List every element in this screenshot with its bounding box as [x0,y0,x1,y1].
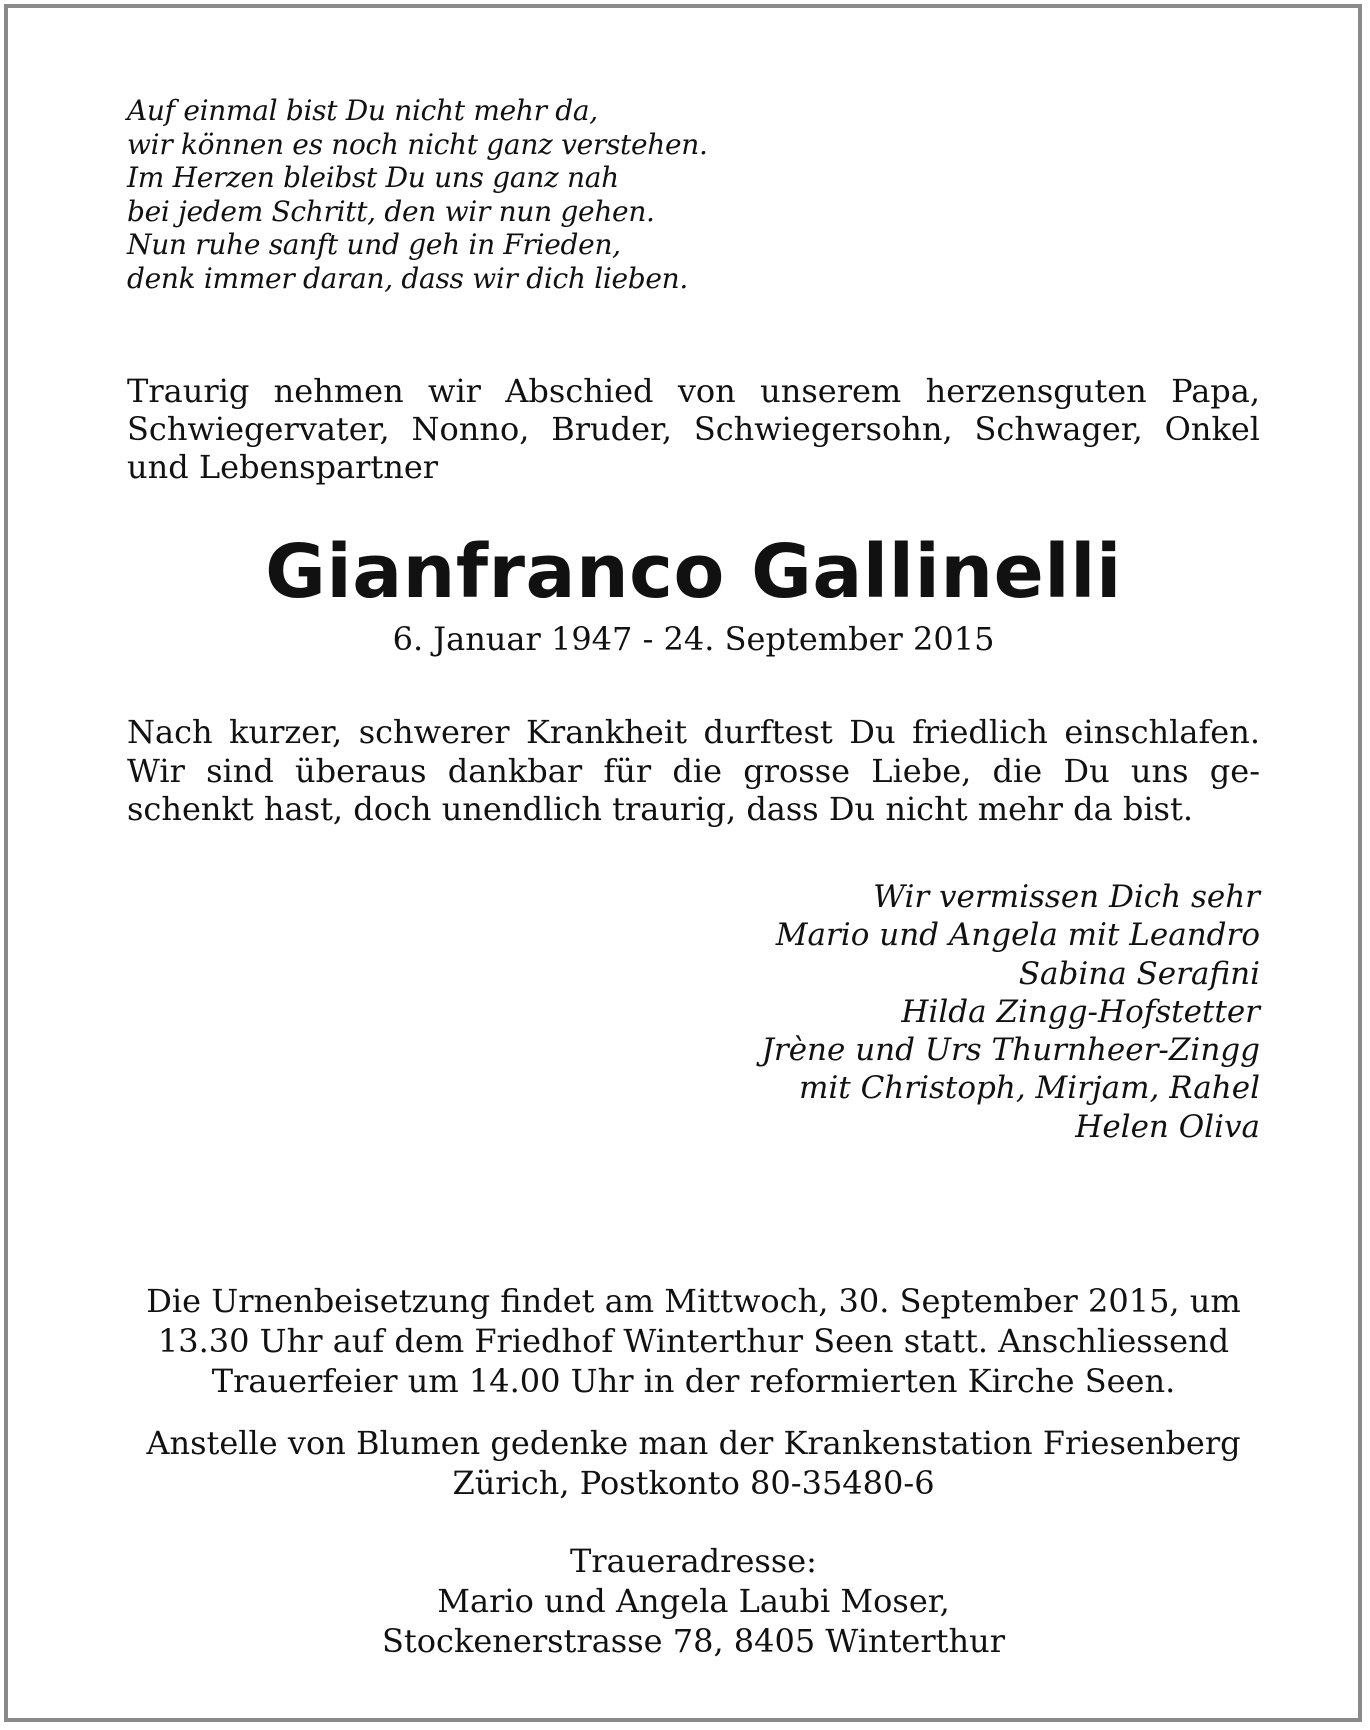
intro-line: Traurig nehmen wir Abschied von unserem herzensguten Papa, [127,372,1260,410]
address-line: Stockenerstrasse 78, 8405 Winterthur [381,1622,1006,1660]
signature-line: mit Christoph, Mirjam, Rahel [798,1070,1260,1107]
poem-line: Auf einmal bist Du nicht mehr da, [127,94,598,127]
poem-line: bei jedem Schritt, den wir nun gehen. [127,194,655,228]
ceremony-line: Trauerfeier um 14.00 Uhr in der reformierten Kirche Seen. [211,1362,1176,1400]
signatures [127,878,1260,1146]
address-line: Mario und Angela Laubi Moser, [437,1582,950,1620]
poem-line: wir können es noch nicht ganz verstehen. [127,127,708,161]
donation-line: Anstelle von Blumen gedenke man der Krankenstation Friesenberg [146,1424,1241,1462]
signature-line: Helen Oliva [1075,1108,1260,1145]
intro-line: und Lebenspartner [127,448,439,486]
intro-paragraph [127,372,1260,486]
ceremony-line: 13.30 Uhr auf dem Friedhof Winterthur Seen statt. Anschliessend [157,1322,1230,1360]
poem [127,94,927,295]
body-line: Wir sind überaus dankbar für die grosse Liebe, die Du uns ge- [127,751,1260,790]
donation-line: Zürich, Postkonto 80-35480-6 [452,1464,935,1502]
address-label: Traueradresse: [570,1542,817,1580]
signature-line: Wir vermissen Dich sehr [873,879,1260,915]
donation-info [117,1423,1270,1503]
intro-line: Schwiegervater, Nonno, Bruder, Schwiegersohn, Schwager, Onkel [127,410,1260,448]
body-line: schenkt hast, doch unendlich traurig, dass Du nicht mehr da bist. [127,790,1193,828]
life-dates: 6. Januar 1947 - 24. September 2015 [392,620,995,658]
signature-line: Mario und Angela mit Leandro [775,917,1260,954]
body-paragraph [127,713,1260,829]
mourning-address [117,1541,1270,1661]
poem-line: Nun ruhe sanft und geh in Frieden, [127,228,621,261]
ceremony-line: Die Urnenbeisetzung findet am Mittwoch, 30. September 2015, um [146,1282,1241,1320]
poem-line: Im Herzen bleibst Du uns ganz nah [127,161,619,194]
page-frame [4,4,1362,1722]
signature-line: Jrène und Urs Thurnheer-Zingg [761,1032,1260,1069]
signature-line: Sabina Serafini [1018,955,1260,992]
poem-line: denk immer daran, dass wir dich lieben. [127,261,689,295]
deceased-name: Gianfranco Gallinelli [265,529,1122,615]
body-line: Nach kurzer, schwerer Krankheit durftest Du friedlich einschlafen. [127,713,1260,751]
signature-line: Hilda Zingg-Hofstetter [901,993,1260,1030]
ceremony-info [117,1281,1270,1401]
